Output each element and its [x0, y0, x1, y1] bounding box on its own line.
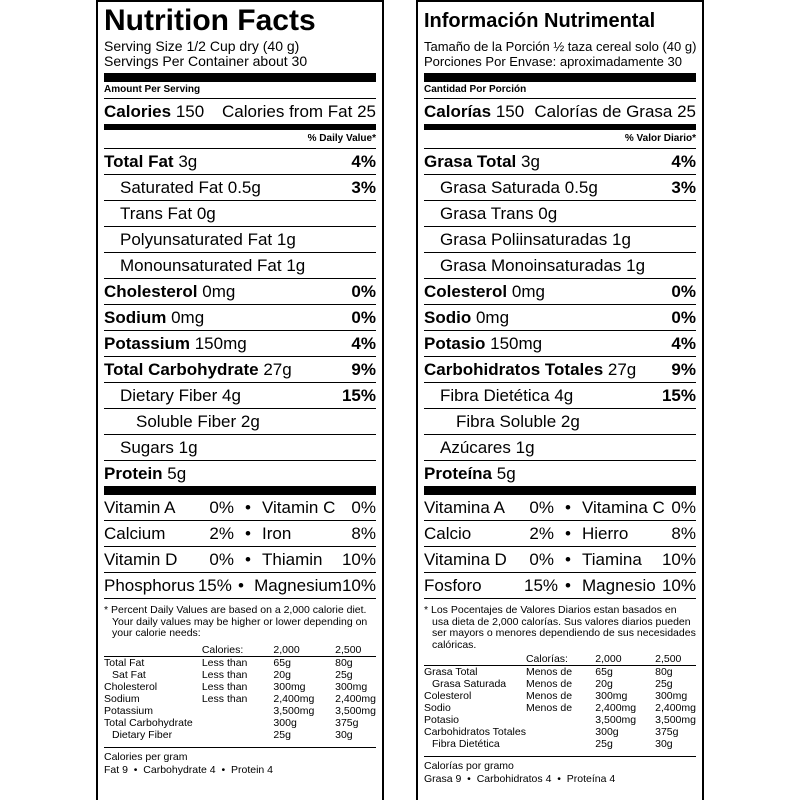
dv-cell: 2,400mg	[655, 702, 696, 714]
daily-value-header: % Valor Diario*	[424, 130, 696, 149]
nutrient-amount: 5g	[167, 464, 187, 483]
nutrient-row-saturated-fat	[104, 175, 376, 201]
nutrient-label: Sodium	[104, 308, 167, 327]
dv-table-row	[104, 693, 376, 705]
dv-table-row	[424, 714, 696, 726]
vitamin-percent: 0%	[209, 498, 234, 517]
dv-cell: Less than	[201, 692, 248, 705]
bullet-separator: •	[565, 524, 571, 543]
nutrient-dv: 4%	[351, 152, 376, 171]
dv-cell: Calories:	[201, 643, 244, 656]
nutrient-amount: 0mg	[202, 282, 236, 301]
nutrient-label: Sugars	[120, 438, 174, 457]
nutrient-amount: 1g	[286, 256, 306, 275]
dv-cell: 25g	[273, 728, 291, 741]
vitamin-row	[424, 521, 696, 547]
bullet-separator: •	[565, 550, 571, 569]
nutrient-label: Carbohidratos Totales	[424, 360, 604, 379]
panel-title: Nutrition Facts	[104, 4, 316, 37]
nutrient-label: Polyunsaturated Fat	[120, 230, 273, 249]
dv-cell: 300mg	[335, 680, 368, 693]
nutrient-amount: 1g	[612, 230, 631, 249]
nutrient-amount: 0mg	[475, 308, 510, 327]
nutrient-amount: 3g	[521, 152, 540, 171]
vitamin-name: Vitamina C	[582, 498, 665, 517]
footnote-text: * Percent Daily Values are based on a 2,000 calorie diet. Your daily values may be higher or lower depending on your calorie needs:	[104, 604, 368, 639]
vitamin-percent: 0%	[529, 498, 554, 517]
dv-cell	[526, 726, 595, 738]
panel-title: Información Nutrimental	[424, 10, 656, 32]
vitamin-percent: 0%	[671, 498, 696, 517]
nutrient-row-sodio	[424, 305, 696, 331]
nutrient-dv: 0%	[351, 282, 376, 301]
nutrient-dv: 9%	[671, 360, 696, 379]
dv-table-row	[424, 702, 696, 714]
amount-per-serving: Amount Per Serving	[104, 84, 201, 95]
vitamin-list	[104, 495, 376, 599]
nutrient-label: Colesterol	[424, 282, 508, 301]
vitamin-name: Calcium	[104, 524, 166, 543]
dv-cell: 300mg	[595, 690, 628, 702]
nutrient-row-total-fat	[104, 149, 376, 175]
nutrient-row-dietary-fiber	[104, 383, 376, 409]
nutrient-dv: 4%	[351, 334, 376, 353]
dv-cell: 65g	[273, 656, 335, 669]
footnote-section	[424, 599, 696, 786]
dv-cell: Sodium	[104, 692, 140, 705]
dv-table-header	[424, 653, 696, 666]
nutrient-row-protein	[104, 461, 376, 486]
dv-table-row	[104, 705, 376, 717]
dv-cell: 2,400mg	[335, 692, 376, 705]
daily-value-header: % Daily Value*	[104, 130, 376, 149]
thick-divider	[104, 486, 376, 495]
dv-cell: Potassium	[104, 704, 154, 717]
vitamin-row	[104, 521, 376, 547]
nutrient-label: Trans Fat	[120, 204, 193, 223]
nutrient-label: Grasa Monoinsaturadas	[440, 256, 622, 275]
vitamin-name: Fosforo	[424, 576, 482, 595]
nutrient-dv: 15%	[661, 386, 696, 405]
nutrient-label: Potassium	[104, 334, 190, 353]
nutrient-amount: 2g	[560, 412, 580, 431]
dv-cell: Grasa Saturada	[432, 678, 507, 690]
dv-cell: Total Fat	[104, 656, 202, 669]
nutrient-amount: 0.5g	[564, 178, 598, 197]
dv-table-row	[424, 666, 696, 679]
dv-cell: 2,400mg	[273, 692, 315, 705]
daily-value-table	[104, 644, 376, 741]
dv-cell: Colesterol	[424, 690, 472, 702]
nutrient-amount: 0g	[538, 204, 558, 223]
nutrient-dv: 0%	[671, 282, 696, 301]
dv-cell: 2,500	[335, 643, 362, 656]
dv-cell: Menos de	[525, 678, 573, 690]
calories-from-fat: Calorías de Grasa 25	[534, 102, 696, 121]
vitamin-list	[424, 495, 696, 599]
nutrient-row-total-carbohydrate	[104, 357, 376, 383]
nutrient-amount: 4g	[222, 386, 241, 405]
nutrient-label: Saturated Fat	[120, 178, 224, 197]
vitamin-percent: 8%	[671, 524, 696, 543]
vitamin-percent: 0%	[209, 550, 234, 569]
dv-cell: 2,000	[273, 643, 300, 656]
nutrient-dv: 0%	[351, 308, 376, 327]
dv-cell: 2,500	[655, 653, 682, 665]
vitamin-row	[104, 573, 376, 599]
thick-divider	[104, 73, 376, 82]
serving-size: Tamaño de la Porción ½ taza cereal solo (40 g)	[424, 39, 697, 54]
vitamin-name: Hierro	[582, 524, 629, 543]
dv-cell: 300g	[595, 726, 619, 738]
nutrient-amount: 27g	[263, 360, 292, 379]
dv-cell	[424, 653, 526, 666]
bullet-separator: •	[245, 524, 251, 543]
calories-label: Calories	[104, 102, 172, 121]
nutrient-dv: 0%	[671, 308, 696, 327]
nutrient-amount: 0mg	[511, 282, 545, 301]
nutrient-row-colesterol	[424, 279, 696, 305]
dv-cell: 300mg	[273, 680, 306, 693]
nutrition-facts-panel-english	[96, 0, 384, 800]
dv-cell: Menos de	[526, 666, 595, 679]
servings-per-container: Porciones Por Envase: aproximadamente 30	[424, 54, 682, 69]
nutrient-dv: 4%	[671, 334, 696, 353]
vitamin-percent: 10%	[341, 576, 376, 595]
nutrient-amount: 150mg	[490, 334, 543, 353]
nutrient-amount: 2g	[240, 412, 260, 431]
nutrient-amount: 1g	[515, 438, 535, 457]
nutrient-row-fibra-soluble	[424, 409, 696, 435]
dv-table-row	[104, 717, 376, 729]
vitamin-row	[104, 495, 376, 521]
dv-cell: Carbohidratos Totales	[424, 726, 526, 738]
dv-cell: 20g	[595, 678, 613, 690]
nutrient-label: Soluble Fiber	[136, 412, 237, 431]
dv-cell: 20g	[273, 668, 291, 681]
nutrient-amount: 5g	[496, 464, 516, 483]
nutrient-amount: 27g	[607, 360, 637, 379]
nutrient-amount: 0.5g	[227, 178, 261, 197]
nutrient-row-proteina	[424, 461, 696, 486]
dv-table-header	[104, 644, 376, 657]
nutrient-amount: 1g	[626, 256, 646, 275]
vitamin-percent: 0%	[529, 550, 554, 569]
bullet-separator: •	[245, 550, 251, 569]
dv-cell: Sodio	[424, 702, 451, 714]
dv-cell	[526, 738, 595, 750]
dv-cell: 300mg	[655, 690, 688, 702]
calories-from-fat: Calories from Fat 25	[222, 102, 376, 121]
nutrient-row-potasio	[424, 331, 696, 357]
dv-cell	[104, 644, 202, 657]
nutrient-row-sugars	[104, 435, 376, 461]
nutrient-label: Total Fat	[104, 152, 174, 171]
nutrient-label: Azúcares	[440, 438, 511, 457]
vitamin-percent: 15%	[197, 576, 232, 595]
dv-cell: Cholesterol	[104, 680, 158, 693]
nutrient-row-grasa-trans	[424, 201, 696, 227]
nutrient-amount: 150mg	[194, 334, 247, 353]
dv-cell: 30g	[335, 728, 353, 741]
vitamin-percent: 15%	[524, 576, 559, 595]
nutrient-dv: 15%	[341, 386, 376, 405]
vitamin-percent: 2%	[529, 524, 554, 543]
dv-cell: 25g	[655, 678, 673, 690]
nutrient-amount: 1g	[178, 438, 198, 457]
nutrient-label: Sodio	[424, 308, 472, 327]
nutrient-row-monounsaturated-fat	[104, 253, 376, 279]
nutrient-row-grasa-total	[424, 149, 696, 175]
dv-table-row	[424, 726, 696, 738]
nutrient-dv: 4%	[671, 152, 696, 171]
dv-cell	[202, 705, 274, 717]
calories-value: 150	[495, 102, 525, 121]
nutrient-row-carbohidratos-totales	[424, 357, 696, 383]
nutrient-row-grasa-saturada	[424, 175, 696, 201]
dv-cell: Less than	[201, 668, 248, 681]
vitamin-row	[104, 547, 376, 573]
nutrient-list	[424, 149, 696, 486]
vitamin-percent: 10%	[661, 576, 696, 595]
nutrient-row-grasa-poliinsaturadas	[424, 227, 696, 253]
nutrient-amount: 4g	[554, 386, 574, 405]
vitamin-name: Vitamin C	[262, 498, 336, 517]
nutrient-row-grasa-monoinsaturadas	[424, 253, 696, 279]
nutrient-label: Cholesterol	[104, 282, 198, 301]
nutrient-row-sodium	[104, 305, 376, 331]
dv-cell: 375g	[655, 726, 679, 738]
nutrient-row-soluble-fiber	[104, 409, 376, 435]
nutrient-label: Proteína	[424, 464, 493, 483]
calories-label: Calorías	[424, 102, 492, 121]
dv-cell	[526, 714, 595, 726]
nutrient-dv: 9%	[351, 360, 376, 379]
dv-cell: 80g	[655, 666, 696, 679]
dv-cell: Sat Fat	[112, 668, 146, 681]
footnote-text: * Los Pocentajes de Valores Diarios estan basados en usa dieta de 2,000 calorías. Sus valores diarios pueden ser mayors o menores dependiendo de sus necesidades calóricas.	[424, 604, 696, 651]
nutrient-row-fibra-dietetica	[424, 383, 696, 409]
nutrient-amount: 1g	[276, 230, 296, 249]
serving-size: Serving Size 1/2 Cup dry (40 g)	[104, 38, 300, 54]
dv-cell: Menos de	[525, 690, 573, 702]
nutrient-label: Protein	[104, 464, 163, 483]
nutrition-facts-panel-spanish	[416, 0, 704, 800]
nutrient-row-polyunsaturated-fat	[104, 227, 376, 253]
nutrient-label: Total Carbohydrate	[104, 360, 259, 379]
nutrient-label: Grasa Total	[424, 152, 517, 171]
vitamin-name: Vitamin A	[104, 498, 176, 517]
calories-value: 150	[175, 102, 205, 121]
dv-cell: Potasio	[424, 714, 460, 726]
dv-cell: 375g	[335, 716, 359, 729]
thick-divider	[424, 73, 696, 82]
dv-cell: Fibra Dietética	[432, 738, 500, 750]
dv-cell: 30g	[655, 738, 673, 750]
vitamin-name: Iron	[262, 524, 292, 543]
servings-per-container: Servings Per Container about 30	[104, 53, 308, 69]
dv-cell: 25g	[595, 738, 613, 750]
vitamin-name: Phosphorus	[104, 576, 195, 595]
nutrient-label: Grasa Poliinsaturadas	[440, 230, 608, 249]
dv-cell: 80g	[335, 656, 376, 669]
calories-row	[424, 98, 696, 125]
dv-table-row	[104, 669, 376, 681]
dv-table-row	[424, 738, 696, 750]
nutrient-label: Grasa Saturada	[440, 178, 561, 197]
vitamin-name: Vitamina D	[424, 550, 507, 569]
footnote-section	[104, 599, 376, 777]
calories-per-gram	[104, 747, 376, 777]
nutrient-row-azucares	[424, 435, 696, 461]
nutrient-label: Fibra Soluble	[456, 412, 557, 431]
nutrient-amount: 3g	[178, 152, 198, 171]
nutrient-row-trans-fat	[104, 201, 376, 227]
dv-table-row	[104, 729, 376, 741]
vitamin-name: Calcio	[424, 524, 472, 543]
vitamin-percent: 8%	[351, 524, 376, 543]
bullet-separator: •	[245, 498, 251, 517]
dv-cell: 3,500mg	[595, 714, 637, 726]
nutrient-row-cholesterol	[104, 279, 376, 305]
vitamin-name: Magnesium	[254, 576, 342, 595]
vitamin-row	[424, 495, 696, 521]
vitamin-percent: 0%	[351, 498, 376, 517]
bullet-separator: •	[565, 498, 571, 517]
vitamin-percent: 2%	[209, 524, 234, 543]
amount-per-serving: Cantidad Por Porción	[424, 84, 527, 95]
dv-cell	[202, 717, 274, 729]
dv-table-row	[104, 681, 376, 693]
dv-table-row	[104, 656, 376, 669]
nutrient-amount: 0mg	[171, 308, 205, 327]
thick-divider	[424, 486, 696, 495]
vitamin-name: Magnesio	[582, 576, 656, 595]
nutrient-dv: 3%	[671, 178, 696, 197]
dv-cell: 3,500mg	[335, 704, 376, 717]
vitamin-percent: 10%	[661, 550, 696, 569]
dv-cell: 3,500mg	[655, 714, 696, 726]
nutrient-dv: 3%	[351, 178, 376, 197]
dv-cell: Grasa Total	[424, 666, 526, 679]
vitamin-name: Thiamin	[262, 550, 323, 569]
dv-cell: 65g	[595, 666, 655, 679]
nutrient-label: Potasio	[424, 334, 486, 353]
dv-cell: Menos de	[525, 702, 573, 714]
nutrient-label: Grasa Trans	[440, 204, 534, 223]
vitamin-name: Vitamin D	[104, 550, 178, 569]
dv-table-row	[424, 678, 696, 690]
dv-cell: 25g	[335, 668, 353, 681]
vitamin-name: Tiamina	[582, 550, 642, 569]
calories-per-gram-label: Calories per gram	[104, 750, 188, 763]
calories-per-gram-label: Calorías por gramo	[424, 760, 514, 772]
vitamin-row	[424, 547, 696, 573]
bullet-separator: •	[237, 576, 244, 595]
nutrient-label: Fibra Dietética	[440, 386, 550, 405]
bullet-separator: •	[565, 576, 571, 595]
dv-cell: Total Carbohydrate	[104, 716, 193, 729]
calories-per-gram	[424, 756, 696, 786]
calories-per-gram-values: Grasa 9 • Carbohidratos 4 • Proteína 4	[424, 773, 616, 785]
vitamin-row	[424, 573, 696, 599]
dv-cell: Calorías:	[525, 653, 568, 665]
daily-value-table	[424, 653, 696, 750]
nutrient-row-potassium	[104, 331, 376, 357]
dv-cell: 2,400mg	[595, 702, 637, 714]
dv-cell	[202, 729, 274, 741]
dv-cell: 2,000	[595, 653, 622, 665]
dv-cell: Less than	[201, 680, 248, 693]
vitamin-name: Vitamina A	[424, 498, 505, 517]
nutrient-list	[104, 149, 376, 486]
dv-table-row	[424, 690, 696, 702]
dv-cell: 300g	[273, 716, 297, 729]
nutrient-label: Dietary Fiber	[120, 386, 218, 405]
calories-row	[104, 98, 376, 125]
dv-cell: 3,500mg	[273, 704, 315, 717]
nutrient-label: Monounsaturated Fat	[120, 256, 282, 275]
vitamin-percent: 10%	[341, 550, 376, 569]
nutrient-amount: 0g	[196, 204, 216, 223]
dv-cell: Dietary Fiber	[112, 728, 173, 741]
dv-cell: Less than	[202, 656, 274, 669]
calories-per-gram-values: Fat 9 • Carbohydrate 4 • Protein 4	[104, 763, 274, 776]
